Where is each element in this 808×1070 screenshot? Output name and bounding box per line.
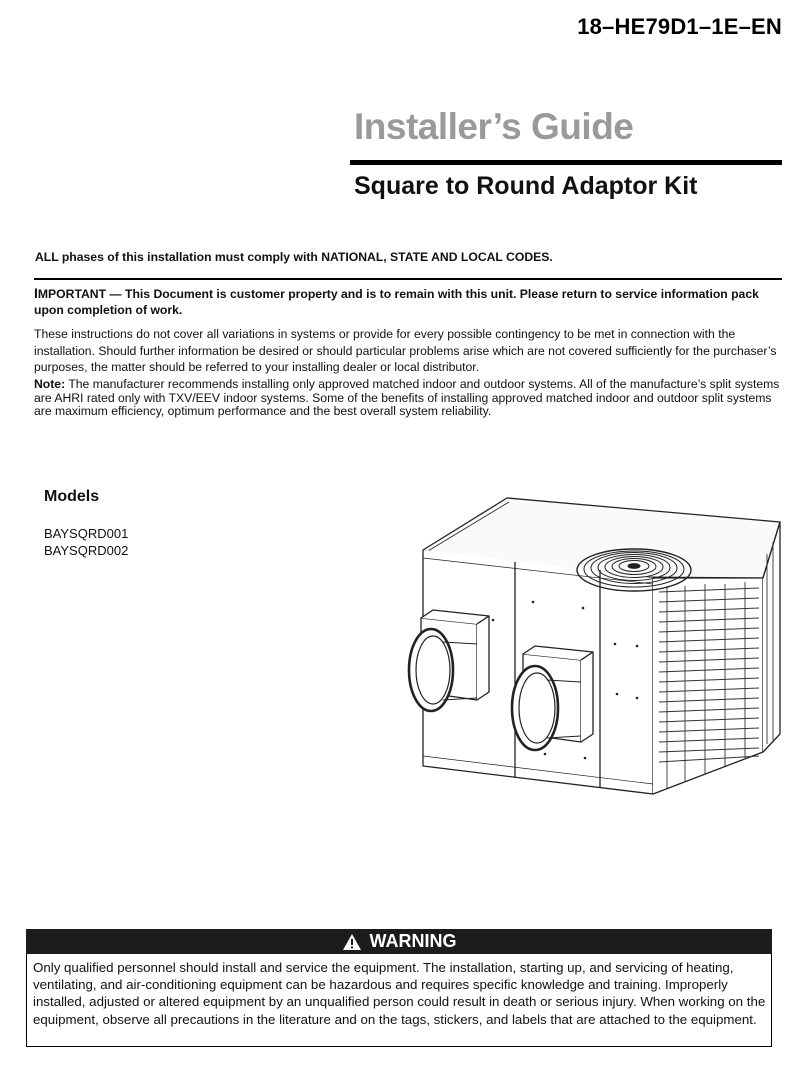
unit-illustration bbox=[405, 494, 785, 814]
codes-notice: ALL phases of this installation must comply with NATIONAL, STATE AND LOCAL CODES. bbox=[35, 250, 553, 264]
intro-paragraph: These instructions do not cover all variations in systems or provide for every possible contingency to be met in connection with the installation. Should further information be desired or should particular problems arise which are not covered sufficiently for the purchaser’s purposes, the matter should be referred to your installing dealer or local distributor. bbox=[34, 327, 777, 374]
note-body: The manufacturer recommends installing only approved matched indoor and outdoor systems. All of the manufacture’s split systems are AHRI rated only with TXV/EEV indoor systems. Some of the benefits of installing approved matched indoor and outdoor split systems are maximum efficiency, optimum performance and the best overall system reliability. bbox=[34, 377, 780, 418]
warning-text: Only qualified personnel should install and service the equipment. The installation, starting up, and servicing of heating, ventilating, and air-conditioning equipment can be hazardous and requires specific knowledge and training. Improperly installed, adjusted or altered equipment by an unqualified person could result in death or serious injury. When working on the equipment, observe all precautions in the literature and on the tags, stickers, and labels that are attached to the equipment. bbox=[33, 960, 766, 1027]
model-item: BAYSQRD001 bbox=[44, 526, 129, 541]
models-heading: Models bbox=[44, 488, 100, 505]
important-rule bbox=[34, 278, 782, 280]
guide-subtitle: Square to Round Adaptor Kit bbox=[354, 172, 698, 200]
note-paragraph bbox=[34, 378, 784, 419]
warning-triangle-icon bbox=[342, 933, 362, 951]
model-item: BAYSQRD002 bbox=[44, 543, 129, 558]
title-rule bbox=[350, 160, 782, 165]
warning-title: WARNING bbox=[369, 931, 457, 951]
document-number: 18–HE79D1–1E–EN bbox=[577, 14, 782, 39]
warning-banner bbox=[26, 929, 772, 954]
note-label: Note: bbox=[34, 377, 66, 391]
guide-title: Installer’s Guide bbox=[354, 106, 634, 147]
important-notice bbox=[34, 285, 782, 318]
important-initial: I bbox=[34, 285, 38, 301]
important-body: MPORTANT — This Document is customer property and is to remain with this unit. Please return to service information pack upon completion of work. bbox=[34, 287, 759, 317]
